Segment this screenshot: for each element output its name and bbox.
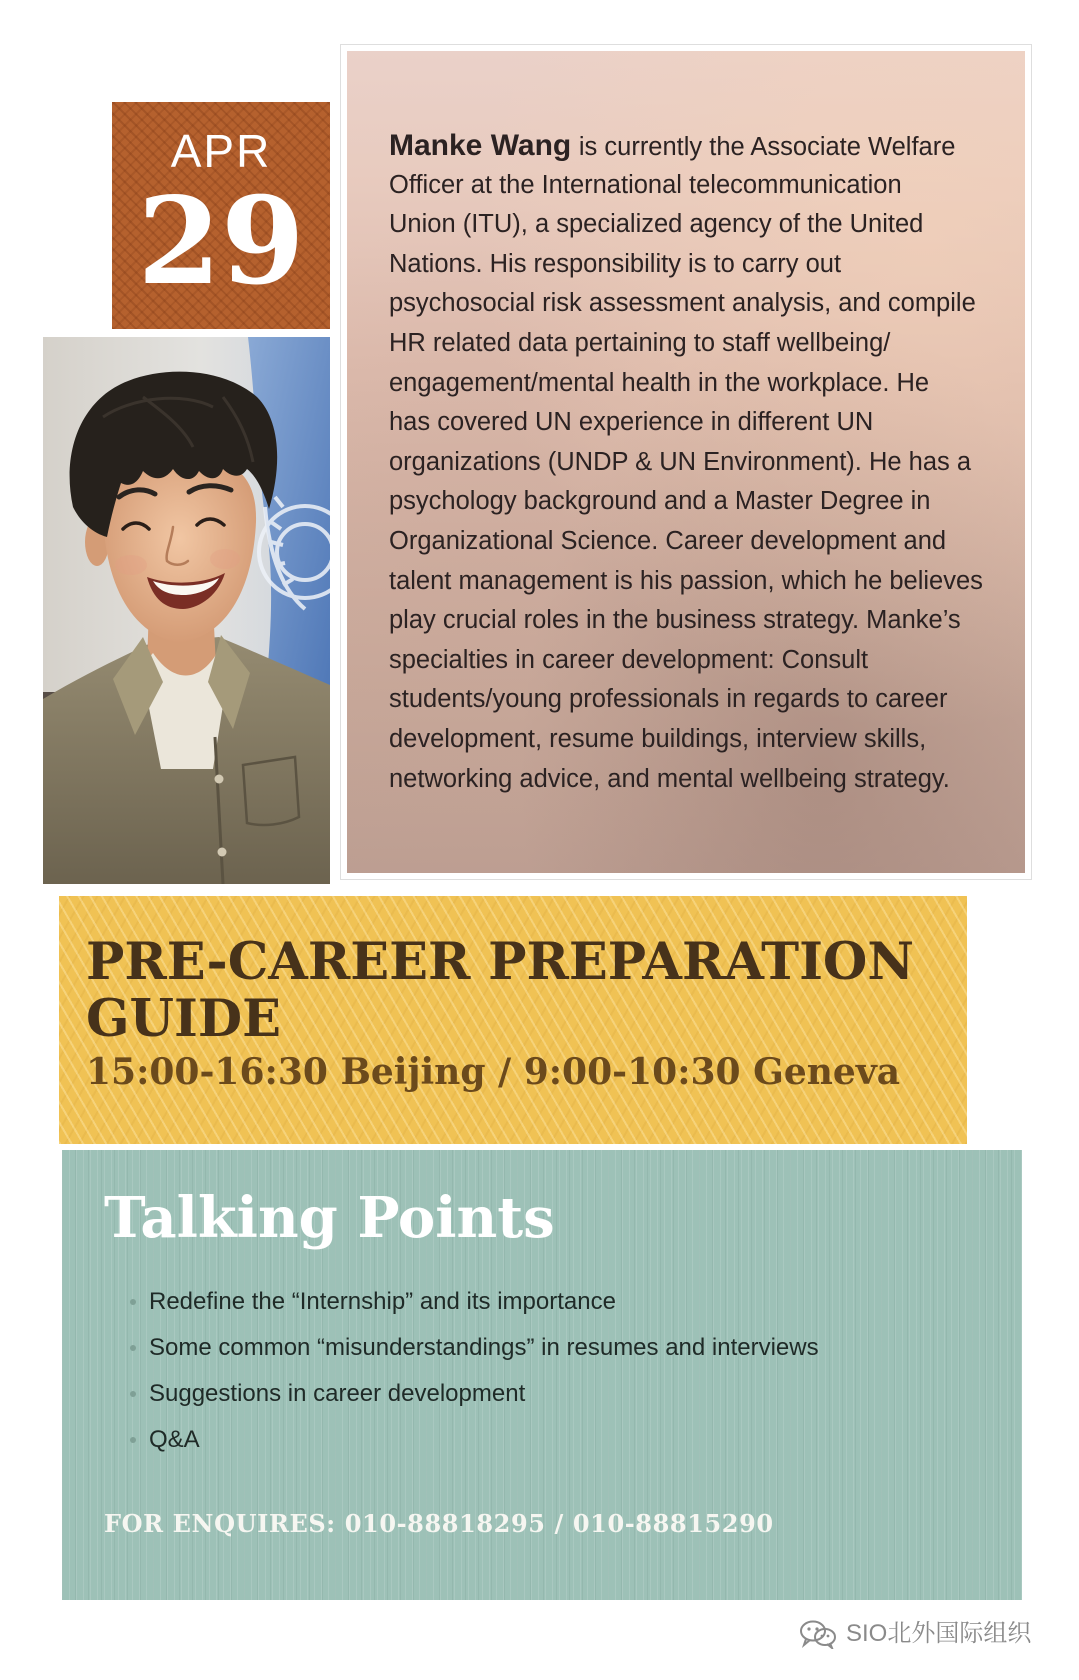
wechat-icon xyxy=(798,1619,838,1649)
event-title xyxy=(86,934,914,1048)
date-day: 29 xyxy=(137,171,305,312)
talking-points-band xyxy=(62,1150,1022,1600)
watermark xyxy=(798,1619,1031,1649)
date-box xyxy=(112,102,330,329)
bio-line: psychology background and a Master Degree in xyxy=(389,487,931,516)
bio-line: has covered UN experience in different UN xyxy=(389,408,874,437)
watermark-text: SIO北外国际组织 xyxy=(846,1620,1032,1647)
bio-line-text: is currently the Associate Welfare xyxy=(578,133,956,161)
event-time: 15:00-16:30 Beijing / 9:00-10:30 Geneva xyxy=(86,1051,901,1093)
enquiries-contact: FOR ENQUIRES: 010-88818295 / 010-88815290 xyxy=(104,1509,774,1538)
event-title-line: GUIDE xyxy=(86,989,281,1049)
speaker-portrait xyxy=(43,337,330,884)
list-item-text: Suggestions in career development xyxy=(149,1380,526,1407)
event-title-band xyxy=(59,896,967,1144)
bio-line: play crucial roles in the business strategy. Manke’s xyxy=(389,606,961,635)
bullet-icon xyxy=(130,1345,136,1351)
bio-line: Nations. His responsibility is to carry out xyxy=(389,249,842,278)
bio-line: Organizational Science. Career development and xyxy=(389,526,947,555)
bio-panel xyxy=(341,45,1031,879)
event-title-line: PRE-CAREER PREPARATION xyxy=(86,932,914,992)
bio-line: development, resume buildings, interview skills, xyxy=(389,724,927,753)
bio-line: psychosocial risk assessment analysis, and compile xyxy=(389,289,976,318)
speaker-name: Manke Wang xyxy=(389,129,572,162)
bio-line xyxy=(389,126,983,166)
list-item-text: Some common “misunderstandings” in resumes and interviews xyxy=(149,1334,819,1361)
list-item-text: Q&A xyxy=(149,1426,200,1453)
bio-line: students/young professionals in regards to career xyxy=(389,685,948,714)
list-item-text: Redefine the “Internship” and its importance xyxy=(149,1288,616,1315)
speaker-photo xyxy=(43,337,330,884)
bio-line: Union (ITU), a specialized agency of the United xyxy=(389,210,924,239)
bullet-icon xyxy=(130,1299,136,1305)
talking-points-heading: Talking Points xyxy=(104,1185,555,1251)
bio-line: networking advice, and mental wellbeing strategy. xyxy=(389,764,950,793)
bullet-icon xyxy=(130,1391,136,1397)
bio-line: HR related data pertaining to staff wellbeing/ xyxy=(389,328,891,357)
bullet-icon xyxy=(130,1437,136,1443)
bio-line: talent management is his passion, which he believes xyxy=(389,566,983,595)
bio-line: engagement/mental health in the workplace. He xyxy=(389,368,930,397)
bio-line: Officer at the International telecommunication xyxy=(389,170,902,199)
bio-line: specialties in career development: Consult xyxy=(389,645,869,674)
date-month: APR xyxy=(170,125,272,177)
bio-text xyxy=(389,126,983,799)
bio-line: organizations (UNDP & UN Environment). He has a xyxy=(389,447,972,476)
